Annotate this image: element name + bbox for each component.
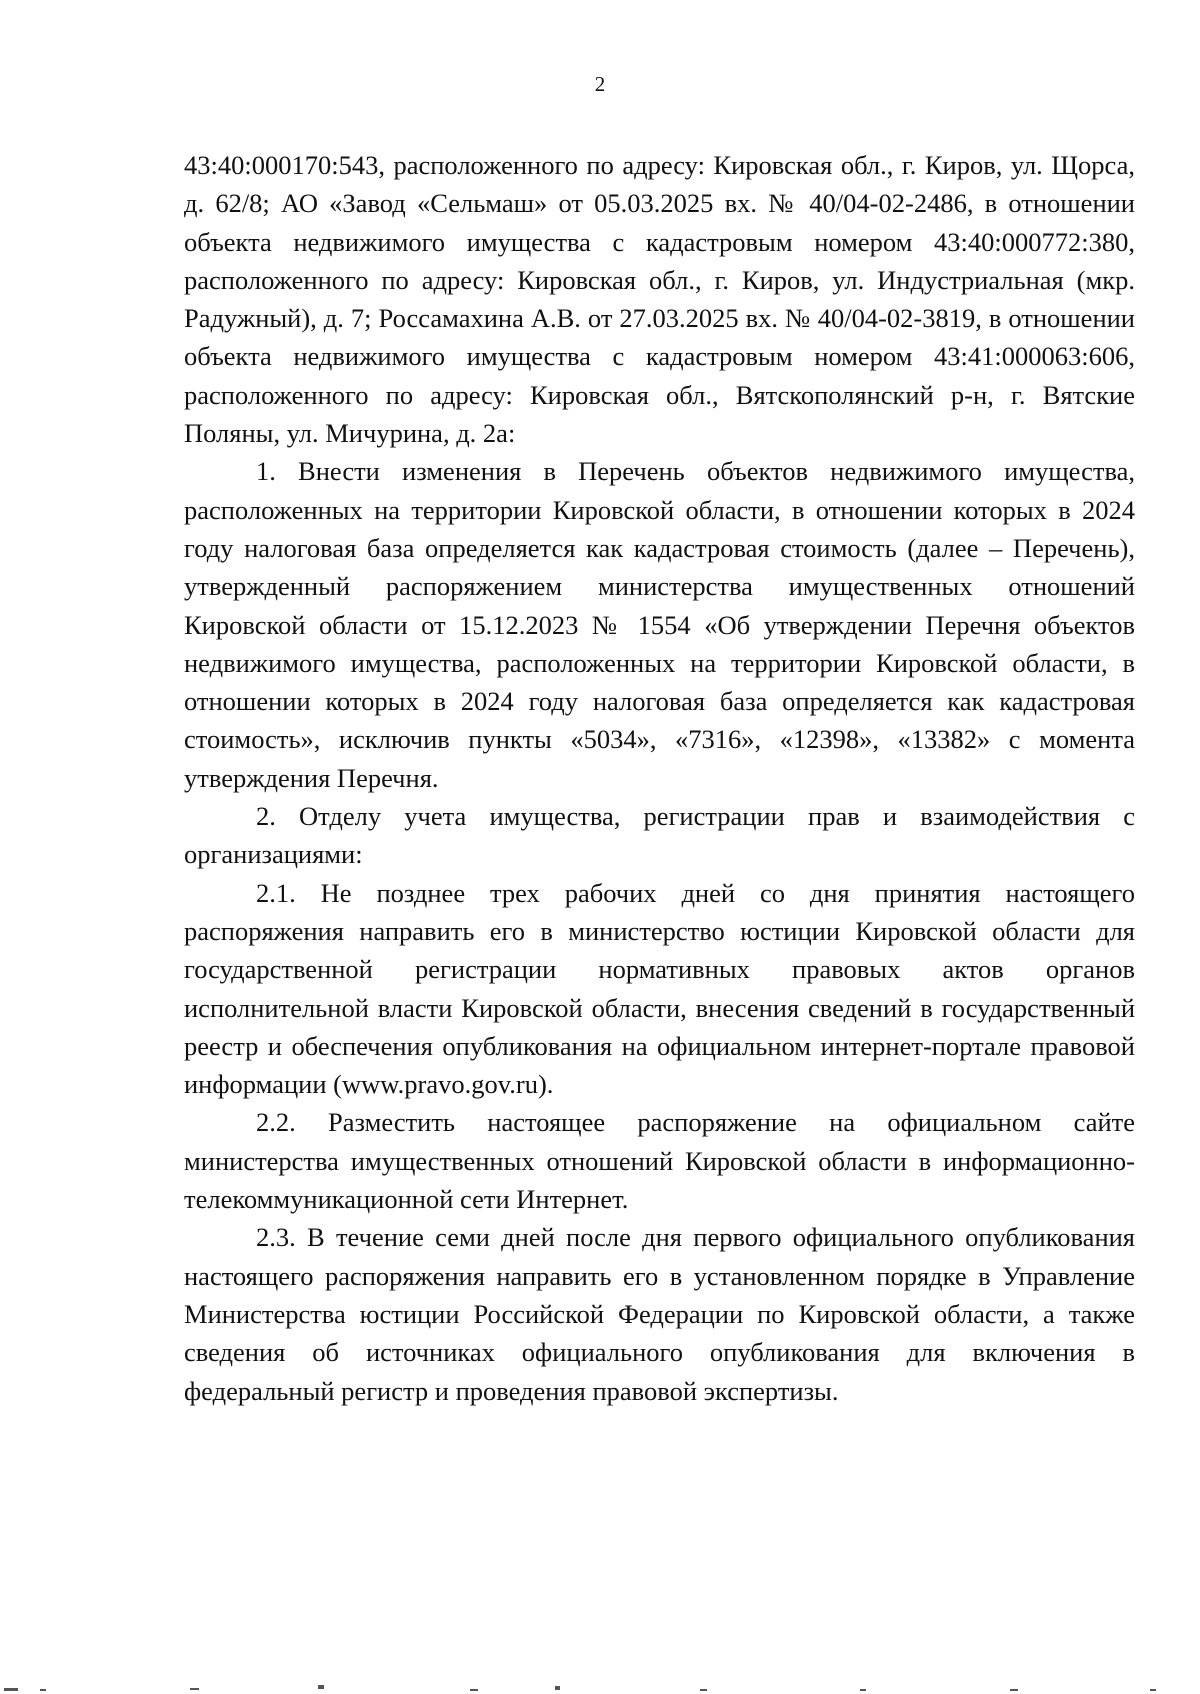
paragraph-item-2-2: 2.2. Разместить настоящее распоряжение на официальном сайте министерства имущественных отношений Кировской области в информационно-телекоммуникационной сети Интернет. bbox=[184, 1107, 1135, 1215]
paragraph-item-2-3: 2.3. В течение семи дней после дня первого официального опубликования настоящего распоряжения направить его в установленном порядке в Управление Министерства юстиции Российской Федерации по Кировской области, а также сведения об источниках официального опубликования для включения в федеральный регистр и проведения правовой экспертизы. bbox=[184, 1222, 1135, 1406]
paragraph-item-2: 2. Отделу учета имущества, регистрации прав и взаимодействия с организациями: bbox=[184, 801, 1135, 870]
paragraph-continuation: 43:40:000170:543, расположенного по адресу: Кировская обл., г. Киров, ул. Щорса, д. 62/8; АО «Завод «Сельмаш» от 05.03.2025 вх. № 40/04-02-2486, в отношении объекта недвижимого имущества с кадастровым номером 43:40:000772:380, расположенного по адресу: Кировская обл., г. Киров, ул. Индустриальная (мкр. Радужный), д. 7; Россамахина А.В. от 27.03.2025 вх. № 40/04-02-3819, в отношении объекта недвижимого имущества с кадастровым номером 43:41:000063:606, расположенного по адресу: Кировская обл., Вятскополянский р-н, г. Вятские Поляны, ул. Мичурина, д. 2а: bbox=[184, 150, 1135, 449]
paragraph-item-1: 1. Внести изменения в Перечень объектов недвижимого имущества, расположенных на территории Кировской области, в отношении которых в 2024 году налоговая база определяется как кадастровая стоимость (далее – Перечень), утвержденный распоряжением министерства имущественных отношений Кировской области от 15.12.2023 № 1554 «Об утверждении Перечня объектов недвижимого имущества, расположенных на территории Кировской области, в отношении которых в 2024 году налоговая база определяется как кадастровая стоимость», исключив пункты «5034», «7316», «12398», «13382» с момента утверждения Перечня. bbox=[184, 456, 1135, 793]
page-number: 2 bbox=[594, 72, 606, 96]
scan-edge-artifact bbox=[0, 1680, 1200, 1694]
document-body bbox=[184, 146, 1135, 1410]
paragraph-item-2-1: 2.1. Не позднее трех рабочих дней со дня принятия настоящего распоряжения направить его в министерство юстиции Кировской области для государственной регистрации нормативных правовых актов органов исполнительной власти Кировской области, внесения сведений в государственный реестр и обеспечения опубликования на официальном интернет-портале правовой информации (www.pravo.gov.ru). bbox=[184, 877, 1135, 1100]
